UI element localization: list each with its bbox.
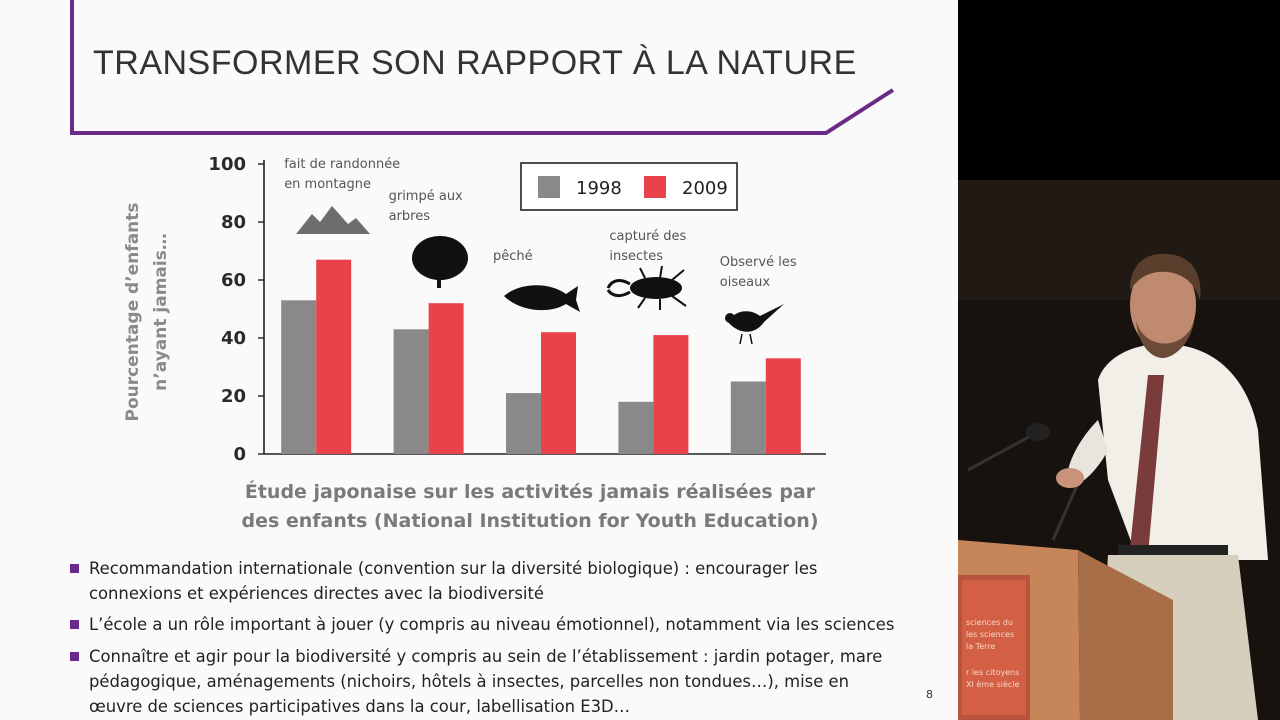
category-label: grimpé aux (388, 189, 463, 204)
banner-line: la Terre (966, 642, 996, 651)
slide-title: TRANSFORMER SON RAPPORT À LA NATURE (93, 44, 857, 82)
y-tick-label: 80 (220, 212, 246, 233)
category-label: arbres (388, 209, 431, 224)
bullet-marker (70, 620, 79, 629)
fish-icon (504, 285, 580, 312)
category-label: en montagne (284, 177, 371, 192)
y-axis-label-line-2: n’ayant jamais… (151, 233, 171, 391)
bullet-text: connexions et expériences directes avec la biodiversité (89, 584, 544, 603)
category-label: Observé les (719, 255, 797, 270)
bar-2009-1 (316, 260, 351, 454)
bar-2009-4 (653, 335, 688, 454)
category-label: oiseaux (719, 275, 771, 290)
tree-crown (412, 236, 468, 280)
bird-body (728, 304, 784, 332)
bullet-2 (70, 612, 930, 637)
banner-line: XI ème siècle (966, 680, 1020, 689)
bar-1998-3 (506, 393, 541, 454)
bar-2009-2 (429, 303, 464, 454)
mountain-shape (296, 206, 370, 234)
speaker-scene (958, 0, 1280, 720)
fish-body (504, 285, 580, 312)
y-tick-label: 40 (220, 328, 246, 349)
bird-icon (725, 304, 784, 344)
bar-1998-4 (618, 402, 653, 454)
banner-line: les sciences (966, 630, 1015, 639)
y-tick-label: 0 (233, 444, 246, 465)
category-label: pêché (493, 249, 533, 264)
bullet-1 (70, 556, 930, 606)
bullet-text: Recommandation internationale (convention sur la diversité biologique) : encourager les (89, 559, 818, 578)
bullet-text: pédagogique, aménagements (nichoirs, hôtels à insectes, parcelles non tondues…), mise en (89, 672, 849, 691)
legend (521, 163, 737, 210)
beetle-mandibles (608, 281, 630, 296)
page-number: 8 (926, 688, 933, 701)
caption-line-2: des enfants (National Institution for Youth Education) (241, 510, 819, 532)
category-label: fait de randonnée (284, 157, 401, 172)
category-label: capturé des (609, 229, 687, 244)
y-tick-label: 60 (220, 270, 246, 291)
bullet-text: Connaître et agir pour la biodiversité y compris au sein de l’établissement : jardin potager, mare (89, 647, 883, 666)
banner-line: sciences du (966, 618, 1013, 627)
chart-caption (220, 478, 840, 536)
bar-2009-5 (766, 358, 801, 454)
caption-line-1: Étude japonaise sur les activités jamais réalisées par (244, 481, 816, 503)
bar-1998-1 (281, 300, 316, 454)
beetle-body (630, 277, 682, 299)
bullet-text: œuvre de sciences participatives dans la cour, labellisation E3D… (89, 697, 631, 716)
bar-1998-2 (394, 329, 429, 454)
bar-1998-5 (731, 382, 766, 455)
legend-swatch-1998 (538, 176, 560, 198)
y-axis-label-line-1: Pourcentage d’enfants (123, 202, 143, 422)
bar-2009-3 (541, 332, 576, 454)
tree-icon (412, 236, 468, 288)
y-tick-label: 100 (208, 154, 246, 175)
legend-label-2009: 2009 (682, 178, 728, 199)
mountain-icon (296, 206, 370, 234)
bird-legs (740, 334, 752, 344)
bullet-marker (70, 652, 79, 661)
y-tick-label: 20 (220, 386, 246, 407)
bullet-marker (70, 564, 79, 573)
legend-label-1998: 1998 (576, 178, 622, 199)
bar-chart (100, 150, 860, 470)
legend-swatch-2009 (644, 176, 666, 198)
speaker-video (958, 0, 1280, 720)
category-label: insectes (609, 249, 664, 264)
bullet-3 (70, 644, 930, 719)
banner-line: r les citoyens (966, 668, 1020, 677)
bird-head (725, 313, 735, 323)
beetle-icon (608, 266, 686, 310)
bullet-text: L’école a un rôle important à jouer (y compris au niveau émotionnel), notamment via les sciences (89, 615, 895, 634)
